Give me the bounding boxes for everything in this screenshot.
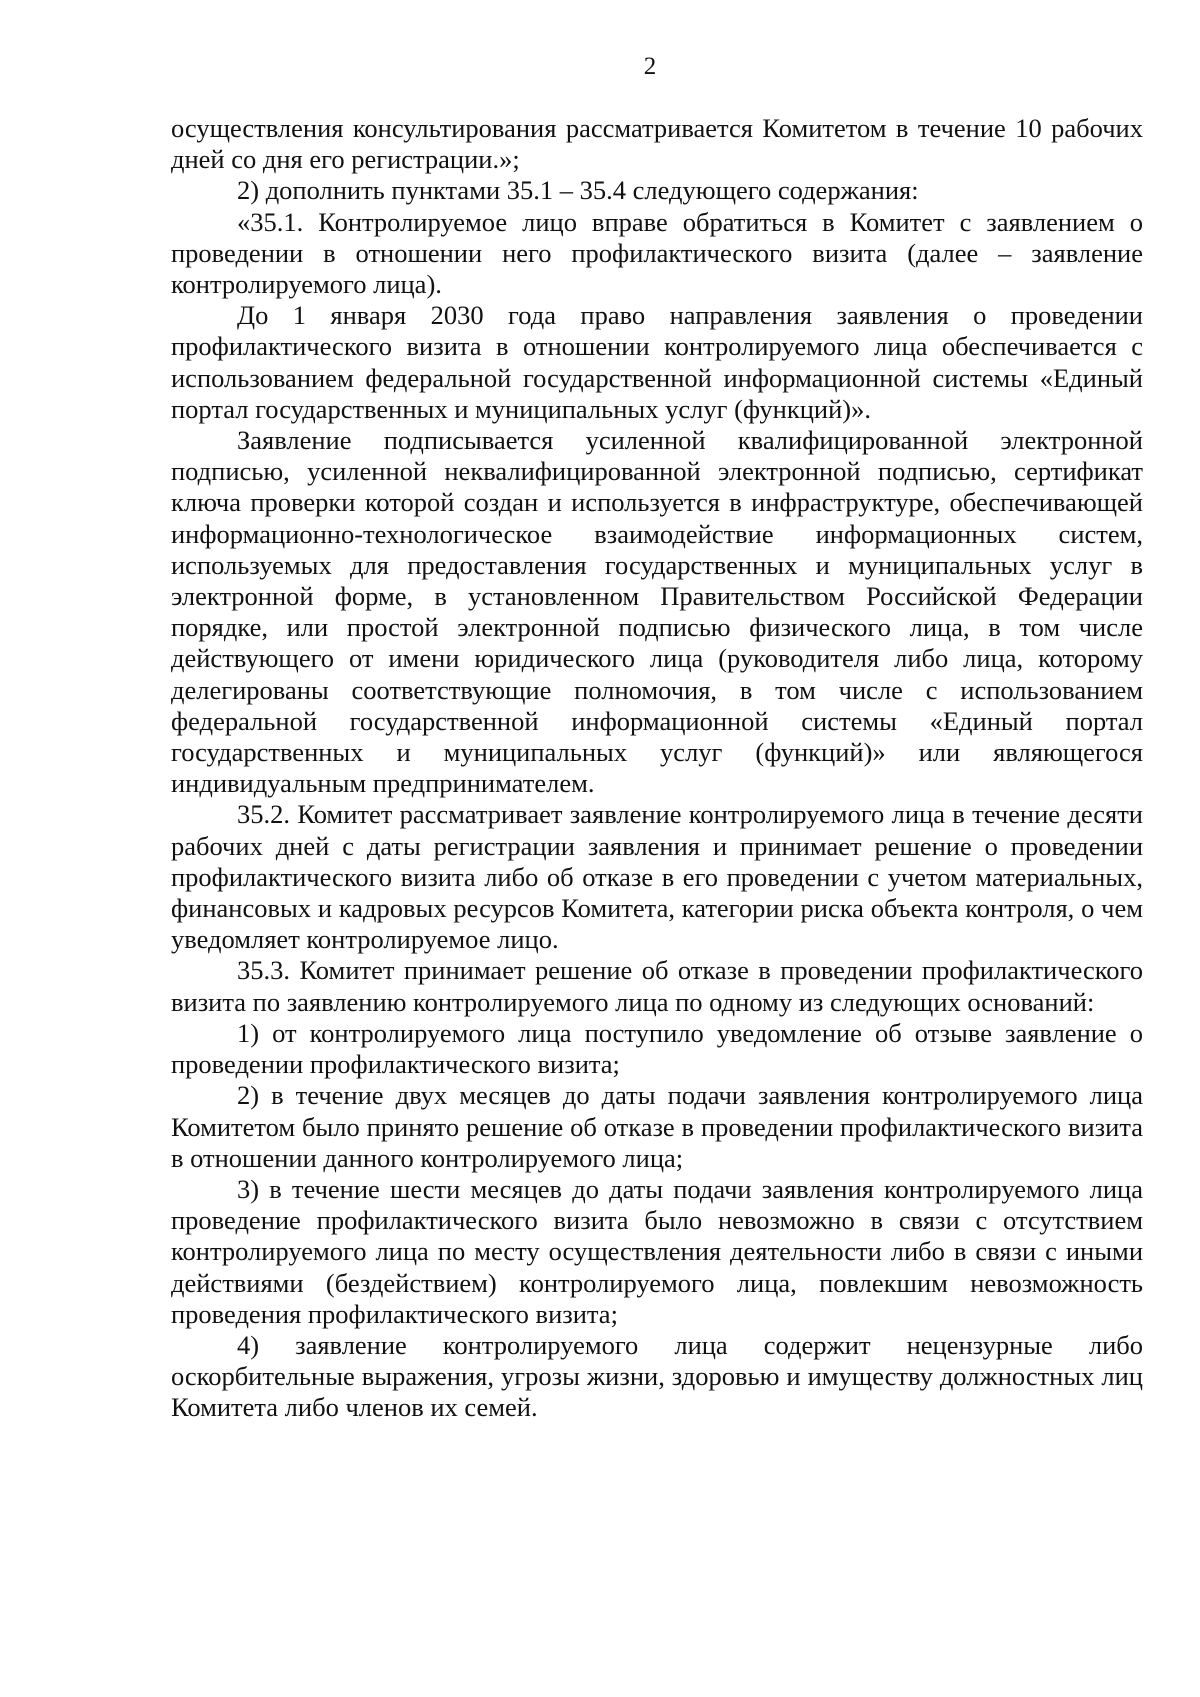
- paragraph-35-1-deadline: До 1 января 2030 года право направления заявления о проведении профилактического визита в отношении контролируемого лица обеспечивается с использованием федеральной государственной информационной системы «Единый портал государственных и муниципальных услуг (функций)».: [171, 300, 1143, 424]
- paragraph-amendment-item-2: 2) дополнить пунктами 35.1 – 35.4 следующего содержания:: [237, 175, 919, 206]
- paragraph-35-3: 35.3. Комитет принимает решение об отказе в проведении профилактического визита по заявлению контролируемого лица по одному из следующих оснований:: [171, 955, 1143, 1017]
- paragraph-35-1: «35.1. Контролируемое лицо вправе обратиться в Комитет с заявлением о проведении в отношении него профилактического визита (далее – заявление контролируемого лица).: [171, 206, 1143, 300]
- list-item-2: 2) в течение двух месяцев до даты подачи заявления контролируемого лица Комитетом было принято решение об отказе в проведении профилактического визита в отношении данного контролируемого лица;: [171, 1080, 1143, 1173]
- list-item-3: 3) в течение шести месяцев до даты подачи заявления контролируемого лица проведение профилактического визита было невозможно в связи с отсутствием контролируемого лица по месту осуществления деятельности либо в связи с иными действиями (бездействием) контролируемого лица, повлекшим невозможность проведения профилактического визита;: [171, 1173, 1143, 1329]
- document-body: [171, 113, 1143, 1424]
- paragraph-35-1-signature: Заявление подписывается усиленной квалифицированной электронной подписью, усиленной неквалифицированной электронной подписью, сертификат ключа проверки которой создан и используется в инфраструктуре, обеспечивающей информационно-технологическое взаимодействие информационных систем, используемых для предоставления государственных и муниципальных услуг в электронной форме, в установленном Правительством Российской Федерации порядке, или простой электронной подписью физического лица, в том числе действующего от имени юридического лица (руководителя либо лица, которому делегированы соответствующие полномочия, в том числе с использованием федеральной государственной информационной системы «Единый портал государственных и муниципальных услуг (функций)» или являющегося индивидуальным предпринимателем.: [171, 425, 1143, 799]
- paragraph-35-2: 35.2. Комитет рассматривает заявление контролируемого лица в течение десяти рабочих дней с даты регистрации заявления и принимает решение о проведении профилактического визита либо об отказе в его проведении с учетом материальных, финансовых и кадровых ресурсов Комитета, категории риска объекта контроля, о чем уведомляет контролируемое лицо.: [171, 799, 1143, 955]
- paragraph-continuation: осуществления консультирования рассматривается Комитетом в течение 10 рабочих дней со дня его регистрации.»;: [171, 113, 1143, 175]
- list-item-4: 4) заявление контролируемого лица содержит нецензурные либо оскорбительные выражения, угрозы жизни, здоровью и имуществу должностных лиц Комитета либо членов их семей.: [171, 1329, 1143, 1423]
- list-item-1: 1) от контролируемого лица поступило уведомление об отзыве заявление о проведении профилактического визита;: [171, 1017, 1143, 1080]
- page-number: 2: [643, 53, 657, 80]
